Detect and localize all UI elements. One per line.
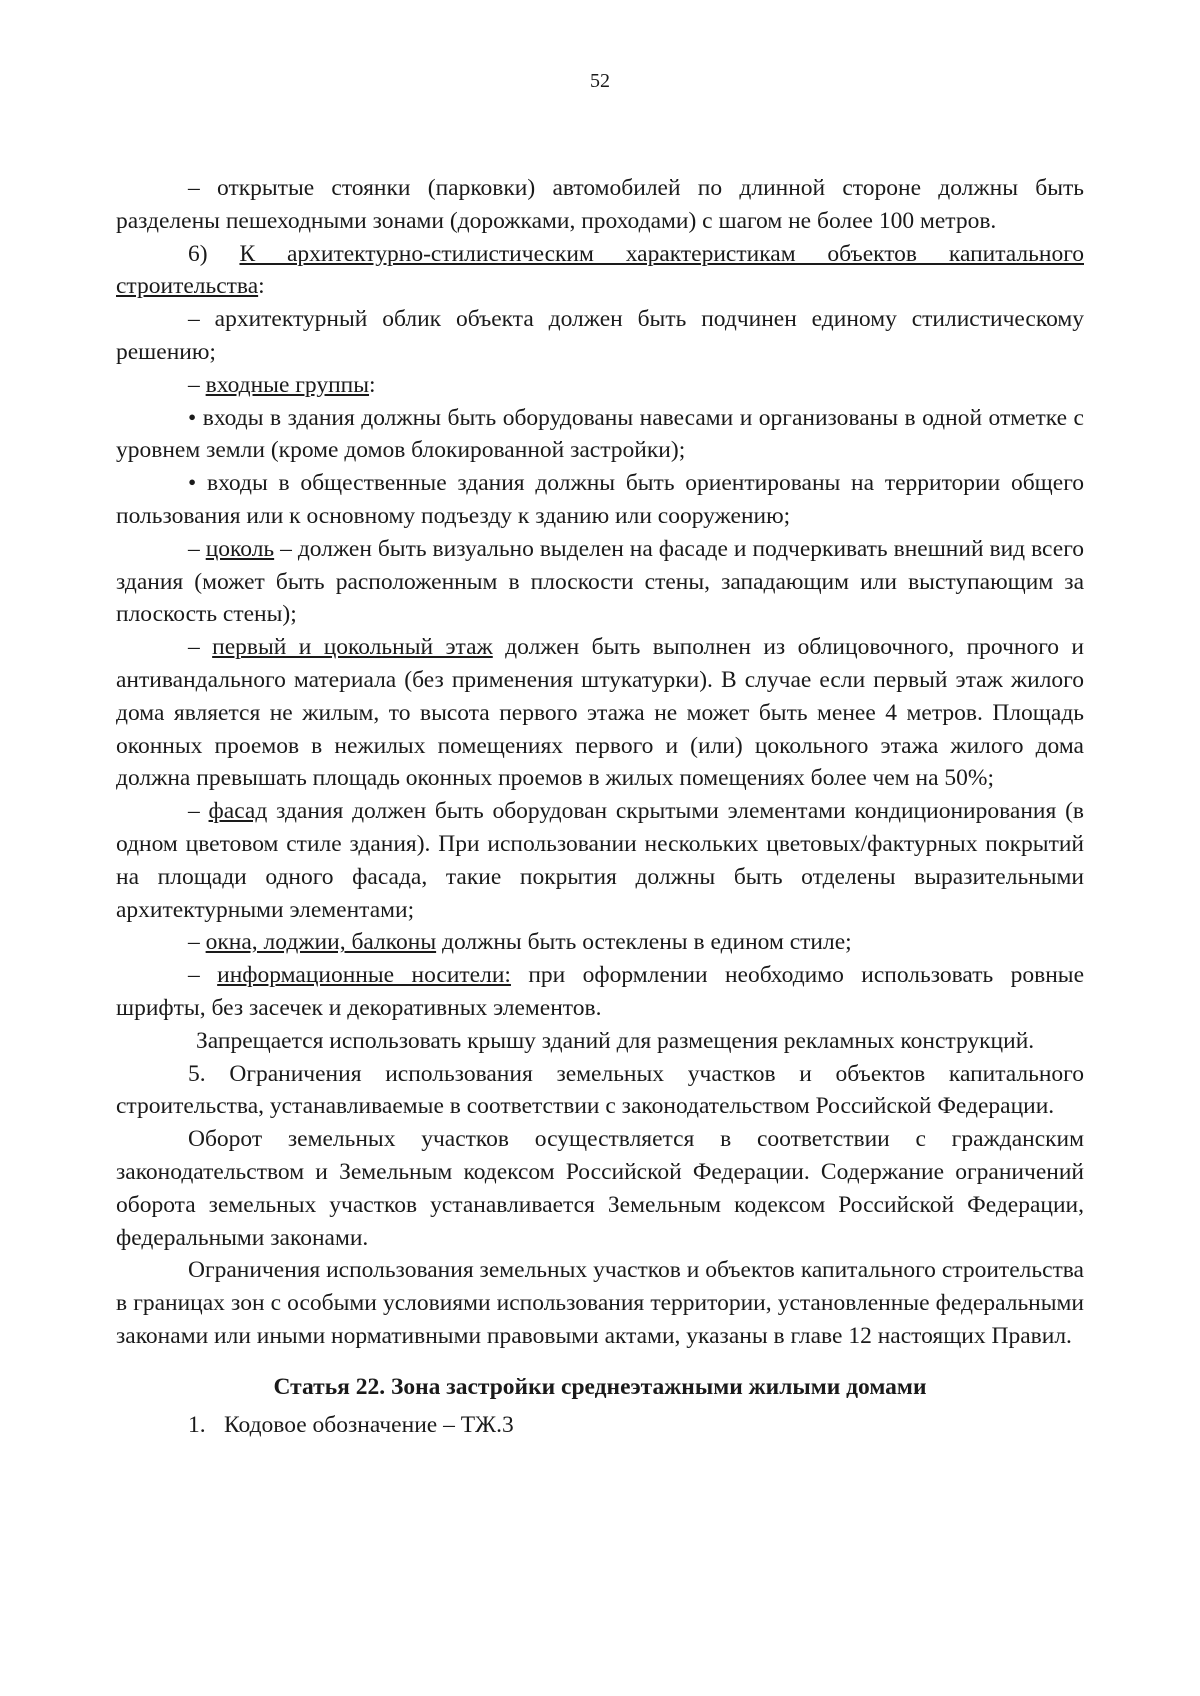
- paragraph-roof-advertising: Запрещается использовать крышу зданий для размещения рекламных конструкций.: [196, 1027, 1035, 1054]
- paragraph-windows: [116, 926, 1084, 959]
- text-suffix: :: [369, 371, 376, 398]
- text-suffix: должен быть выполнен из облицовочного, прочного и антивандального материала (без применения штукатурки). В случае если первый этаж жилого дома является не жилым, то высота первого этажа не может быть менее 4 метров. Площадь оконных проемов в нежилых помещениях первого и (или) цокольного этажа жилого дома должна превышать площадь оконных проемов в жилых помещениях более чем на 50%;: [116, 634, 1084, 792]
- paragraph-entrance-groups: [116, 369, 1084, 402]
- dash: –: [188, 371, 206, 398]
- bullet-entrances-public: • входы в общественные здания должны быть ориентированы на территории общего пользования или к основному подъезду к зданию или сооружению;: [116, 470, 1084, 529]
- dash: –: [188, 634, 213, 661]
- dash: –: [188, 929, 206, 956]
- text-suffix: здания должен быть оборудован скрытыми элементами кондиционирования (в одном цветовом стиле здания). При использовании нескольких цветовых/фактурных покрытий на площади одного фасада, такие покрытия должны быть отделены выразительными архитектурными элементами;: [116, 798, 1084, 923]
- paragraph-appearance: – архитектурный облик объекта должен быть подчинен единому стилистическому решению;: [116, 306, 1084, 365]
- dash: –: [188, 962, 218, 989]
- article-heading: Статья 22. Зона застройки среднеэтажными жилыми домами: [273, 1373, 927, 1400]
- bullet-entrances-canopies: • входы в здания должны быть оборудованы навесами и организованы в одной отметке с уровнем земли (кроме домов блокированной застройки);: [116, 404, 1084, 464]
- text-suffix: :: [258, 273, 265, 300]
- underlined-term: фасад: [208, 798, 268, 825]
- underlined-term: информационные носители:: [217, 962, 511, 989]
- text-suffix: – должен быть визуально выделен на фасаде и подчеркивать внешний вид всего здания (может быть расположенным в плоскости стены, западающим или выступающим за плоскость стены);: [116, 535, 1084, 628]
- document-body: [116, 172, 1084, 1442]
- paragraph-signage: [116, 959, 1084, 1025]
- dash: –: [188, 535, 206, 562]
- underlined-term: цоколь: [205, 535, 275, 562]
- numbered-item-code: [116, 1409, 1084, 1442]
- paragraph-special-zones: Ограничения использования земельных участков и объектов капитального строительства в границах зон с особыми условиями использования территории, установленные федеральными законами или иными нормативными правовыми актами, указаны в главе 12 настоящих Правил.: [116, 1257, 1084, 1349]
- paragraph-architectural-heading: [116, 238, 1084, 304]
- page-number: 52: [590, 70, 610, 92]
- dash: –: [188, 798, 209, 825]
- underlined-term: первый и цокольный этаж: [212, 634, 493, 661]
- underlined-term: К архитектурно-стилистическим характеристикам объектов капитального строительства: [116, 240, 1084, 300]
- paragraph-first-floor: [116, 631, 1084, 795]
- item-number: 6): [188, 240, 240, 267]
- underlined-term: входные группы: [205, 371, 370, 398]
- paragraph-parking: – открытые стоянки (парковки) автомобилей по длинной стороне должны быть разделены пешеходными зонами (дорожками, проходами) с шагом не более 100 метров.: [116, 175, 1084, 234]
- item-text: Кодовое обозначение – ТЖ.3: [224, 1412, 514, 1439]
- paragraph-plinth: [116, 533, 1084, 631]
- text-suffix: при оформлении необходимо использовать ровные шрифты, без засечек и декоративных элементов.: [116, 962, 1085, 1021]
- item-number: 1.: [188, 1412, 206, 1439]
- underlined-term: окна, лоджии, балконы: [205, 929, 437, 956]
- paragraph-facade: [116, 795, 1084, 926]
- paragraph-restrictions-heading: 5. Ограничения использования земельных участков и объектов капитального строительства, устанавливаемые в соответствии с законодательством Российской Федерации.: [116, 1060, 1084, 1120]
- text-suffix: должны быть остеклены в едином стиле;: [436, 929, 852, 956]
- paragraph-land-turnover: Оборот земельных участков осуществляется в соответствии с гражданским законодательством и Земельным кодексом Российской Федерации. Содержание ограничений оборота земельных участков устанавливается Земельным кодексом Российской Федерации, федеральными законами.: [116, 1126, 1084, 1251]
